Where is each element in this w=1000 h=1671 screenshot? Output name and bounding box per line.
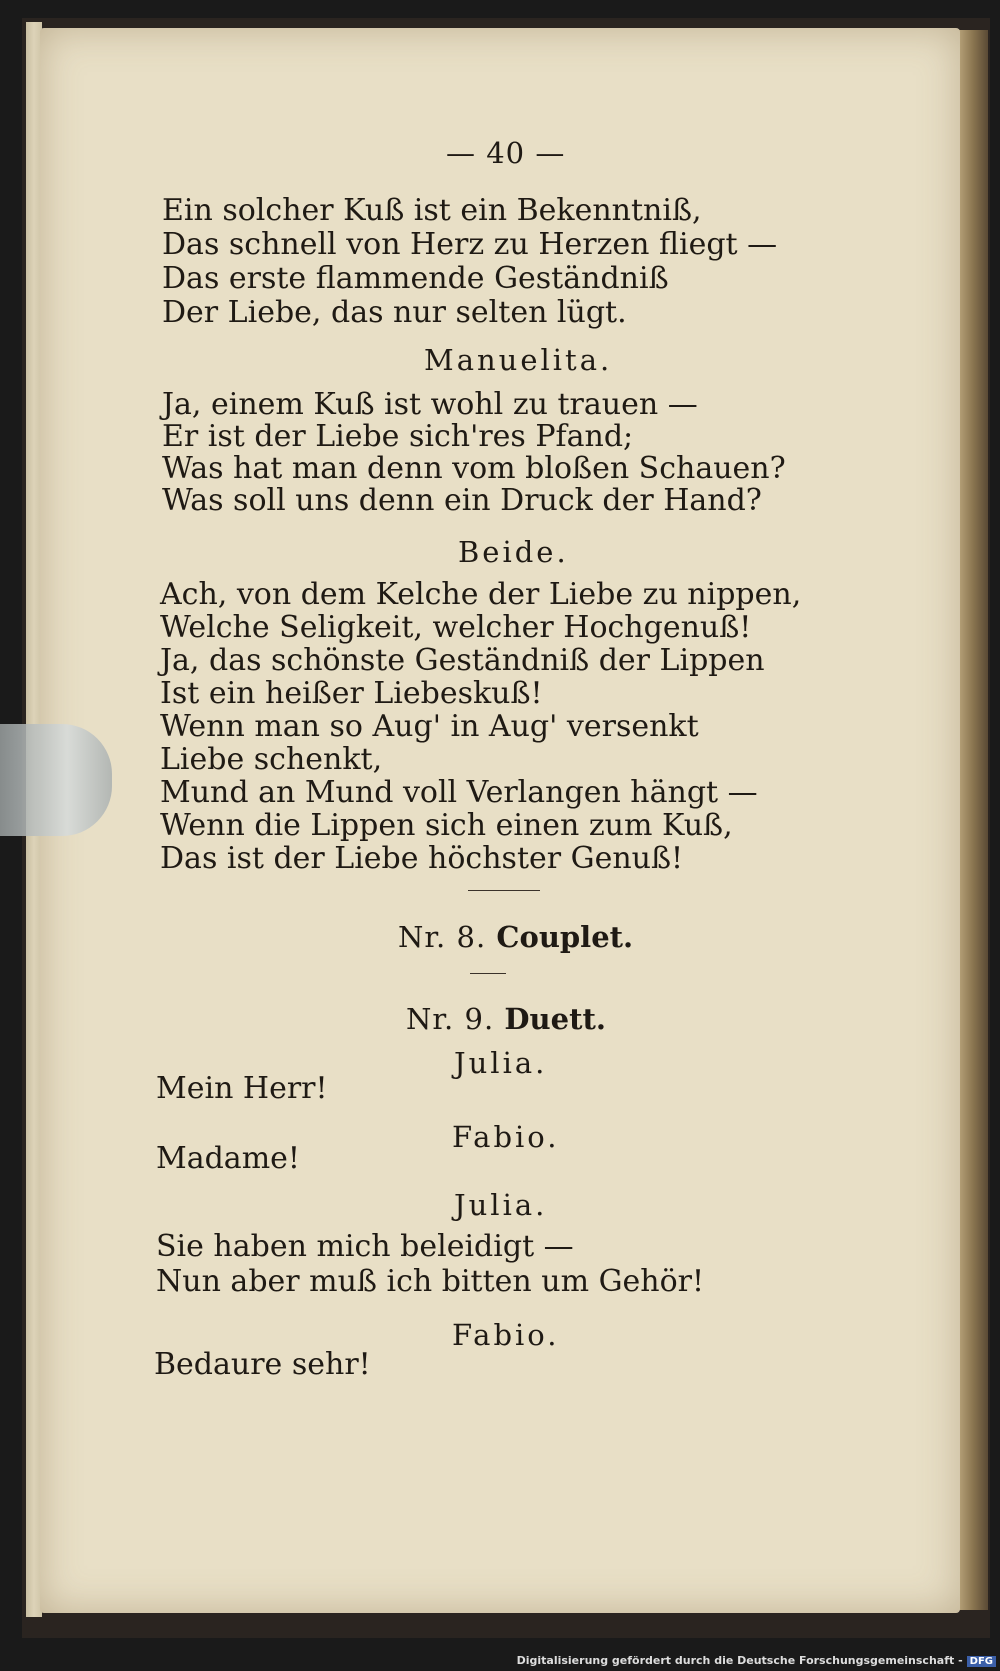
verse-line: Liebe schenkt, [160, 742, 383, 777]
section-heading-nr8 [398, 920, 633, 954]
book-right-edge [958, 30, 988, 1610]
dfg-logo: DFG [967, 1656, 996, 1667]
section-divider [470, 973, 506, 974]
verse-line: Wenn die Lippen sich einen zum Kuß, [160, 808, 733, 843]
speaker-name: Beide. [458, 535, 569, 569]
page-number: — 40 — [446, 136, 566, 170]
page-clip [0, 724, 112, 836]
footer-text: Digitalisierung gefördert durch die Deutsche Forschungsgemeinschaft - [516, 1654, 963, 1667]
verse-line: Ein solcher Kuß ist ein Bekenntniß, [162, 193, 702, 228]
dialogue-line: Mein Herr! [156, 1071, 328, 1106]
speaker-name: Julia. [454, 1188, 548, 1222]
speaker-name: Julia. [454, 1046, 548, 1080]
footer-credit [517, 1654, 996, 1667]
verse-line: Er ist der Liebe sich'res Pfand; [162, 419, 634, 454]
section-divider [468, 890, 540, 891]
verse-line: Das ist der Liebe höchster Genuß! [160, 841, 684, 876]
section-title: Duett. [504, 1002, 606, 1036]
dialogue-line: Bedaure sehr! [154, 1347, 371, 1382]
verse-line: Ja, das schönste Geständniß der Lippen [160, 643, 765, 678]
section-heading-nr9 [406, 1002, 606, 1036]
speaker-name: Fabio. [452, 1318, 560, 1352]
verse-line: Das erste flammende Geständniß [162, 261, 669, 296]
verse-line: Ach, von dem Kelche der Liebe zu nippen, [160, 577, 802, 612]
verse-line: Wenn man so Aug' in Aug' versenkt [160, 709, 699, 744]
verse-line: Ist ein heißer Liebeskuß! [160, 676, 543, 711]
dialogue-line: Nun aber muß ich bitten um Gehör! [156, 1264, 705, 1299]
speaker-name: Fabio. [452, 1120, 560, 1154]
dialogue-line: Sie haben mich beleidigt — [156, 1229, 574, 1264]
verse-line: Der Liebe, das nur selten lügt. [162, 295, 627, 330]
speaker-name: Manuelita. [424, 343, 613, 377]
verse-line: Ja, einem Kuß ist wohl zu trauen — [162, 387, 698, 422]
verse-line: Das schnell von Herz zu Herzen fliegt — [162, 227, 778, 262]
verse-line: Mund an Mund voll Verlangen hängt — [160, 775, 758, 810]
section-number: Nr. 9. [406, 1002, 495, 1036]
section-title: Couplet. [496, 920, 634, 954]
verse-line: Welche Seligkeit, welcher Hochgenuß! [160, 610, 752, 645]
verse-line: Was soll uns denn ein Druck der Hand? [162, 483, 762, 518]
dialogue-line: Madame! [156, 1141, 300, 1176]
verse-line: Was hat man denn vom bloßen Schauen? [162, 451, 786, 486]
section-number: Nr. 8. [398, 920, 487, 954]
